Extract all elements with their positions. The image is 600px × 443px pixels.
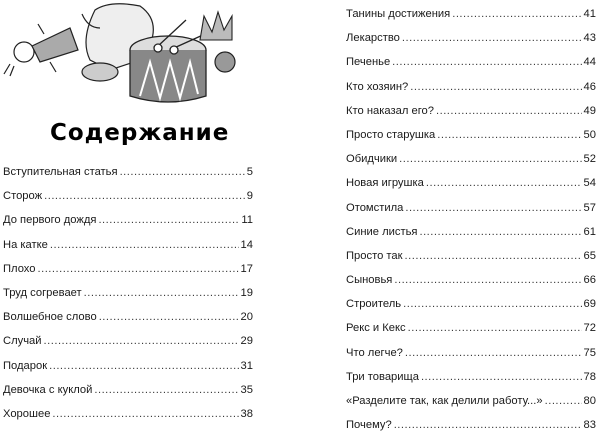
leader-dots [437,129,581,141]
toc-entry-page: 44 [583,56,596,69]
toc-entry-title: Обидчики [346,153,398,166]
leader-dots [99,311,239,323]
toys-illustration [0,0,260,110]
toc-entry[interactable] [3,311,253,335]
leader-dots [419,226,581,238]
toc-entry-title: Строитель [346,298,402,311]
toc-entry-title: Просто старушка [346,128,436,141]
toc-entry-page: 57 [583,201,596,214]
toc-entry[interactable] [346,322,596,346]
toc-entry-page: 54 [583,177,596,190]
toc-entry-title: Печенье [346,56,391,69]
leader-dots [405,250,582,262]
toc-entry-page: 17 [240,262,253,275]
toc-entry-title: Почему? [346,419,392,432]
toc-entry-title: Что легче? [346,346,403,359]
leader-dots [399,153,581,165]
toc-entry-title: Случай [3,335,42,348]
toc-entry-title: Просто так [346,249,403,262]
toc-entry-page: 5 [246,166,253,178]
toc-entry-title: Плохо [3,262,36,275]
toc-entry-title: Сыновья [346,274,393,287]
toc-entry-title: Новая игрушка [346,177,424,190]
toc-entry-page: 83 [583,419,596,432]
toc-entry-page: 50 [583,128,596,141]
toc-entry[interactable] [346,274,596,298]
toc-entry[interactable] [346,153,596,177]
toc-entry[interactable] [3,263,253,287]
toc-entry-title: Танины достижения [346,8,451,20]
leader-dots [98,214,239,226]
toc-entry[interactable] [346,105,596,129]
toc-entry-title: До первого дождя [3,214,97,227]
leader-dots [94,384,238,396]
toc-entry-page: 80 [583,395,596,407]
left-page [0,0,300,420]
toc-entry[interactable] [346,202,596,226]
toc-entry[interactable] [346,419,596,443]
toc-entry[interactable] [346,8,596,32]
leader-dots [452,8,581,20]
toc-entry-page: 29 [240,335,253,348]
toc-entry-page: 75 [583,346,596,359]
toc-entry[interactable] [346,250,596,274]
toc-entry[interactable] [3,360,253,384]
leader-dots [44,335,239,347]
leader-dots [394,274,581,286]
leader-dots [405,202,581,214]
toc-entry-page: 43 [583,32,596,45]
toc-entry[interactable] [3,384,253,408]
toc-entry-title: Сторож [3,190,43,203]
toc-entry-page: 35 [240,383,253,396]
leader-dots [52,408,238,420]
toc-entry-page: 66 [583,274,596,287]
toc-entry[interactable] [346,177,596,201]
toc-list-left [3,166,253,432]
toc-entry-title: Кто хозяин? [346,80,409,93]
toc-entry-title: Девочка с куклой [3,383,93,396]
toc-entry[interactable] [346,129,596,153]
leader-dots [426,177,582,189]
toc-entry-title: Труд согревает [3,286,82,299]
toc-entry[interactable] [3,239,253,263]
toc-entry-title: Синие листья [346,225,418,238]
toc-entry-title: Рекс и Кекс [346,322,406,335]
toc-entry[interactable] [346,298,596,322]
toc-entry[interactable] [3,214,253,238]
leader-dots [436,105,582,117]
toc-entry-page: 20 [240,311,253,324]
toc-entry[interactable] [3,287,253,311]
toc-entry[interactable] [3,190,253,214]
toc-entry-page: 41 [583,8,596,20]
leader-dots [37,263,238,275]
toc-entry-title: Вступительная статья [3,166,118,178]
toc-entry-page: 19 [240,286,253,299]
leader-dots [545,395,582,407]
leader-dots [403,298,581,310]
leader-dots [402,32,582,44]
leader-dots [405,347,582,359]
toc-entry[interactable] [346,56,596,80]
toc-entry-page: 9 [246,190,253,203]
leader-dots [50,239,239,251]
toc-entry-page: 31 [240,359,253,372]
toc-entry-page: 38 [240,407,253,420]
leader-dots [120,166,245,178]
toc-entry-page: 11 [241,214,253,227]
toc-entry[interactable] [346,347,596,371]
leader-dots [408,322,582,334]
toc-entry-page: 72 [583,322,596,335]
toc-entry-page: 52 [583,153,596,166]
page-title: Содержание [50,120,230,146]
toc-entry[interactable] [3,166,253,190]
toc-entry-title: «Разделите так, как делили работу...» [346,395,543,407]
right-page [300,0,600,432]
toc-entry-title: Лекарство [346,32,400,45]
toc-entry[interactable] [346,81,596,105]
toc-entry-title: Отомстила [346,201,404,214]
leader-dots [410,81,581,93]
toc-entry-page: 49 [583,104,596,117]
leader-dots [392,56,581,68]
leader-dots [394,419,582,431]
ball-icon [215,52,235,72]
toc-list-right [346,8,596,443]
toc-entry[interactable] [346,226,596,250]
crown-icon [200,12,232,40]
toc-entry-title: На катке [3,238,48,251]
toc-entry-title: Волшебное слово [3,311,97,324]
leader-dots [49,360,238,372]
doll-icon [4,24,78,76]
toc-entry-page: 61 [583,225,596,238]
toc-entry[interactable] [3,408,253,432]
toc-entry-page: 69 [583,298,596,311]
toc-entry-title: Три товарища [346,370,419,383]
leader-dots [84,287,239,299]
leader-dots [44,190,245,202]
toc-entry-page: 78 [583,370,596,383]
toc-entry-page: 46 [583,80,596,93]
toc-entry-page: 14 [240,238,253,251]
toc-entry[interactable] [346,32,596,56]
toc-entry[interactable] [346,395,596,419]
toc-entry-title: Хорошее [3,407,51,420]
toc-entry-title: Подарок [3,359,48,372]
toc-entry-page: 65 [583,249,596,262]
leader-dots [421,371,582,383]
toc-entry[interactable] [3,335,253,359]
toc-entry[interactable] [346,371,596,395]
toc-entry-title: Кто наказал его? [346,104,434,117]
